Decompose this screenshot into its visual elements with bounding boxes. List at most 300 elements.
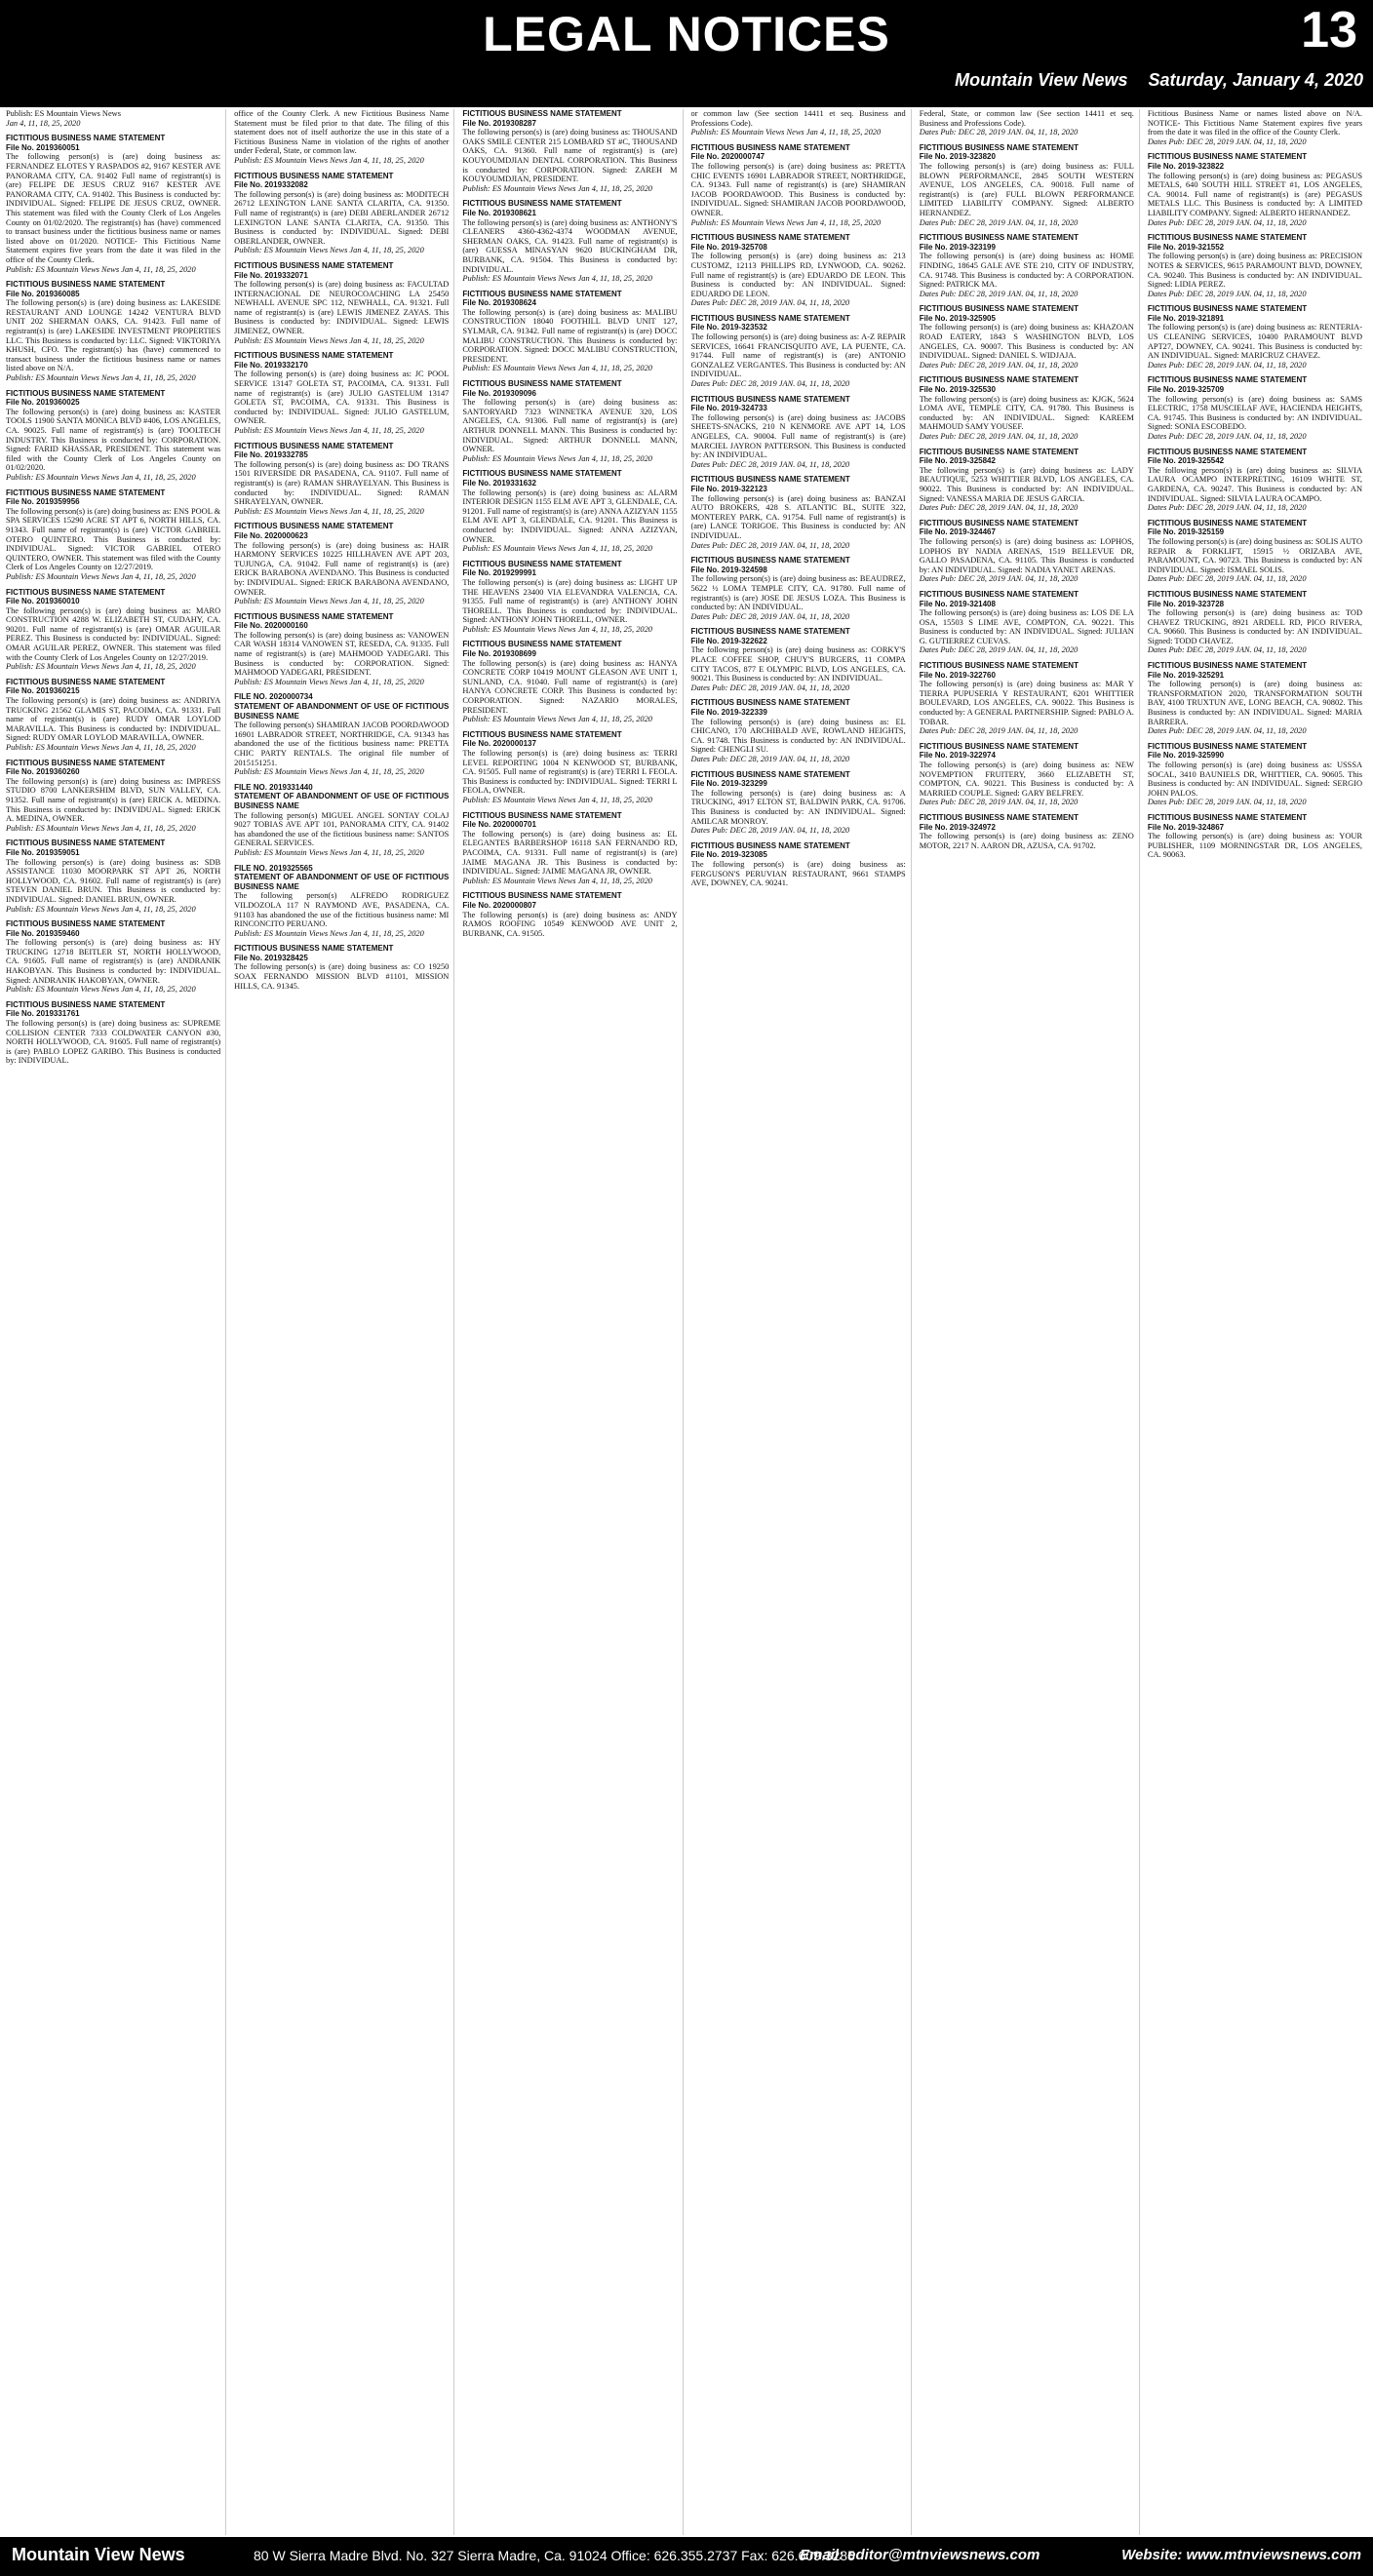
notice-file-number: File No. 2020000701 [462, 820, 536, 830]
legal-notice [234, 351, 449, 435]
notice-title: FICTITIOUS BUSINESS NAME STATEMENT [690, 394, 850, 404]
notice-file-number: File No. 2019-323085 [690, 850, 767, 860]
notice-publication-dates: Dates Pub: DEC 28, 2019 JAN. 04, 11, 18, 2020 [1147, 137, 1307, 146]
notice-publication-dates: Publish: ES Mountain Views News Jan 4, 11, 18, 25, 2020 [462, 715, 652, 724]
notice-file-number: File No. 2019-324467 [919, 527, 996, 537]
notice-body: The following person(s) is (are) doing business as: ENS POOL & SPA SERVICES 15290 ACRE ST APT 6, NORTH HILLS, CA. 91343. Full name of registrant(s) is (are) VICTOR GABRIEL OTERO QUINTERO. This Business is conducted by: INDIVIDUAL. Signed: VICTOR GABRIEL OTERO QUINTERO, OWNER. This statement was filed with the County Clerk of Los Angeles County on 12/27/2019. [6, 506, 221, 572]
notice-body: Publish: ES Mountain Views News [6, 109, 121, 118]
notice-title: FICTITIOUS BUSINESS NAME STATEMENT [234, 611, 394, 621]
issue-date: Saturday, January 4, 2020 [1148, 70, 1363, 90]
legal-notice [1148, 233, 1362, 298]
notice-file-number: File No. 2019-323532 [690, 323, 767, 332]
notice-publication-dates: Publish: ES Mountain Views News Jan 4, 11, 18, 25, 2020 [462, 876, 652, 885]
notice-title: FICTITIOUS BUSINESS NAME STATEMENT [690, 556, 850, 566]
notice-publication-dates: Publish: ES Mountain Views News Jan 4, 11, 18, 25, 2020 [234, 506, 424, 516]
notice-publication-dates: Dates Pub: DEC 28, 2019 JAN. 04, 11, 18, 2020 [690, 540, 850, 550]
legal-notice [6, 1000, 220, 1066]
legal-notice [920, 109, 1134, 137]
notice-file-number: File No. 2019-325291 [1147, 670, 1225, 680]
notice-title: FICTITIOUS BUSINESS NAME STATEMENT [462, 729, 622, 739]
notice-title: FICTITIOUS BUSINESS NAME STATEMENT [690, 840, 850, 850]
legal-notice [920, 519, 1134, 584]
notice-column [691, 109, 912, 2535]
legal-notice [1148, 448, 1362, 513]
header-subline [0, 70, 1363, 91]
notice-title: FICTITIOUS BUSINESS NAME STATEMENT [462, 289, 622, 298]
notice-file-number: File No. 2019360260 [6, 767, 80, 777]
notice-publication-dates: Publish: ES Mountain Views News Jan 4, 11, 18, 25, 2020 [6, 904, 196, 914]
legal-notice [920, 375, 1134, 441]
notice-publication-dates: Dates Pub: DEC 28, 2019 JAN. 04, 11, 18, 2020 [690, 379, 850, 389]
notice-file-number: File No. 2019-322339 [690, 708, 767, 718]
notice-file-number: File No. 2019332082 [234, 180, 308, 190]
notice-title: FICTITIOUS BUSINESS NAME STATEMENT [6, 587, 166, 597]
notice-file-number: File No. 2020000623 [234, 530, 308, 540]
notice-body: The following person(s) is (are) doing business as: USSSA SOCAL, 3410 BAUNIELS DR, WHITTIER, CA. 90605. This Business is conducted by: AN INDIVIDUAL. Signed: SERGIO JOHN PALOS. [1147, 761, 1363, 798]
notice-body: The following person(s) is (are) doing business as: LAKESIDE RESTAURANT AND LOUNGE 14242 VENTURA BLVD UNIT 202 SHERMAN OAKS, CA. 91423. Full name of registrant(s) is (are) LAKESIDE INVESTMENT PROPERTIES LLC. This Business is conducted by: LLC. Signed: VIKTORIYA KHUSH, CFO. The registrant(s) has (have) commenced to transact business under the fictitious business name or names listed above on N/A. [6, 298, 221, 373]
notice-body: The following person(s) is (are) doing business as: HANYA CONCRETE CORP 10419 MOUNT GLEASON AVE UNIT 1, SUNLAND, CA. 91040. Full name of registrant(s) is (are) HANYA CONCRETE CORP. This Business is conducted by: CORPORATION. Signed: NAZARIO MORALES, PRESIDENT. [462, 658, 678, 715]
notice-title: FICTITIOUS BUSINESS NAME STATEMENT [6, 388, 166, 398]
legal-notice [691, 233, 906, 308]
legal-notice [462, 891, 677, 938]
notice-body: Federal, State, or common law (See section 14411 et seq. Business and Professions Code). [919, 109, 1134, 128]
notice-body: The following person(s) is (are) doing business as: IMPRESS STUDIO 8700 LANKERSHIM BLVD, SUN VALLEY, CA. 91352. Full name of registrant(s) is (are) ERICK A. MEDINA. This Business is conducted by: INDIVIDUAL. Signed: ERICK A. MEDINA, OWNER. [6, 776, 221, 824]
notice-publication-dates: Publish: ES Mountain Views News Jan 4, 11, 18, 25, 2020 [6, 743, 196, 752]
legal-notice [462, 290, 677, 373]
notice-body: The following person(s) is (are) doing business as: ANDY RAMOS ROOFING 10549 KENWOOD AVE UNIT 2, BURBANK, CA. 91505. [462, 910, 678, 938]
notice-title: FICTITIOUS BUSINESS NAME STATEMENT [462, 469, 622, 479]
notice-publication-dates: Dates Pub: DEC 28, 2019 JAN. 04, 11, 18, 2020 [919, 432, 1079, 441]
notice-body: The following person(s) is (are) doing business as: SDB ASSISTANCE 11030 MOORPARK ST APT 26, NORTH HOLLYWOOD, CA. 91602. Full name of registrant(s) is (are) STEVEN DANIEL BRUN. This Business is conducted by: INDIVIDUAL. Signed: DANIEL BRUN, OWNER. [6, 857, 221, 904]
legal-notice [234, 172, 449, 255]
notice-body: The following person(s) is (are) doing business as: PRETTA CHIC EVENTS 16901 LABRADOR STREET, NORTHRIDGE, CA. 91343. Full name of registrant(s) is (are) SHAMIRAN JACOB POORDAWOOD. This Business is conducted by: INDIVIDUAL. Signed: SHAMIRAN JACOB POORDAWOOD, OWNER. [690, 161, 906, 217]
notice-title: FICTITIOUS BUSINESS NAME STATEMENT [919, 812, 1079, 822]
notice-file-number: File No. 2019308621 [462, 208, 536, 217]
notice-title: FICTITIOUS BUSINESS NAME STATEMENT [1147, 518, 1308, 527]
notice-file-number: File No. 2019-325159 [1147, 527, 1225, 537]
notice-publication-dates: Publish: ES Mountain Views News Jan 4, 11, 18, 25, 2020 [462, 795, 652, 804]
legal-notice [1148, 661, 1362, 736]
notice-body: The following person(s) is (are) doing business as: PRECISION NOTES & SERVICES, 9615 PARAMOUNT BLVD, DOWNEY, CA. 90240. This Business is conducted by: AN INDIVIDUAL. Signed: LIDIA PEREZ. [1147, 252, 1363, 290]
notice-body: The following person(s) is (are) doing business as: FERNANDEZ ELOTES Y RASPADOS #2, 9167 KESTER AVE PANORAMA CITY, CA. 91402 Full name of registrant(s) is (are) FELIPE DE JESUS CRUZ 9167 KESTER AVE PANORAMA CITY, CA. 91402. This Business is conducted by: INDIVIDUAL. Signed: FELIPE DE JESUS CRUZ, OWNER. This statement was filed with the County Clerk of Los Angeles County on 01/02/2020. The registrant(s) has (have) commenced to transact business under the fictitious business name or names listed above on 01/2020. NOTICE- This Fictitious Name Statement expires five years from the date it was filed in the office of the County Clerk. [6, 152, 221, 264]
notice-column [1148, 109, 1367, 2535]
footer-address: 80 W Sierra Madre Blvd. No. 327 Sierra Madre, Ca. 91024 Office: 626.355.2737 Fax: 626.609.3285 [254, 2548, 855, 2563]
notice-title: FICTITIOUS BUSINESS NAME STATEMENT [462, 109, 622, 118]
notice-publication-dates: Publish: ES Mountain Views News Jan 4, 11, 18, 25, 2020 [234, 847, 424, 857]
legal-notice [1148, 152, 1362, 227]
notice-body: Fictitious Business Name or names listed above on N/A. NOTICE- This Fictitious Name Statement expires five years from the date it was filed in the office of the County Clerk. [1147, 109, 1363, 137]
notice-publication-dates: Dates Pub: DEC 28, 2019 JAN. 04, 11, 18, 2020 [1147, 503, 1307, 513]
notice-publication-dates: Dates Pub: DEC 28, 2019 JAN. 04, 11, 18, 2020 [919, 360, 1079, 370]
legal-notice [6, 389, 220, 483]
legal-notice [691, 698, 906, 763]
notice-body: The following person(s) is (are) doing business as: SOLIS AUTO REPAIR & FORKLIFT, 15915 ½ ORIZABA AVE, PARAMOUNT, CA. 90723. This Business is conducted by: AN INDIVIDUAL. Signed: ISMAEL SOLIS. [1147, 536, 1363, 574]
notice-body: The following person(s) ALFREDO RODRIGUEZ VILDOZOLA 117 N RAYMOND AVE, PASADENA, CA. 91103 has abandoned the use of the fictitious business name: MI RINCONCITO PERUANO. [234, 891, 450, 929]
notice-file-number: File No. 2019360215 [6, 686, 80, 696]
legal-notice [920, 448, 1134, 513]
notice-file-number: File No. 2019360085 [6, 289, 80, 298]
notice-publication-dates: Dates Pub: DEC 28, 2019 JAN. 04, 11, 18, 2020 [919, 726, 1079, 736]
notice-title: FICTITIOUS BUSINESS NAME STATEMENT [234, 441, 394, 450]
notice-file-number: File No. 2019-322974 [919, 751, 996, 761]
notice-publication-dates: Dates Pub: DEC 28, 2019 JAN. 04, 11, 18, 2020 [1147, 360, 1307, 370]
notice-title: FICTITIOUS BUSINESS NAME STATEMENT [1147, 304, 1308, 314]
notice-publication-dates: Dates Pub: DEC 28, 2019 JAN. 04, 11, 18, 2020 [919, 217, 1079, 227]
notice-title: FICTITIOUS BUSINESS NAME STATEMENT [690, 769, 850, 779]
notice-body: The following person(s) is (are) doing business as: CORKY'S PLACE COFFEE SHOP, CHUY'S BURGERS, 11 COMPA CITY TACOS, 877 E OLYMPIC BLVD, LOS ANGELES, CA. 90021. This Business is conducted by: AN INDIVIDUAL. [690, 645, 906, 683]
notice-title: FICTITIOUS BUSINESS NAME STATEMENT [919, 661, 1079, 671]
legal-notice [691, 395, 906, 470]
notice-column [462, 109, 683, 2535]
notice-file-number: File No. 2019-323728 [1147, 599, 1225, 608]
notice-publication-dates: Dates Pub: DEC 28, 2019 JAN. 04, 11, 18, 2020 [690, 298, 850, 308]
notice-title: FICTITIOUS BUSINESS NAME STATEMENT [462, 810, 622, 820]
notice-publication-dates: Publish: ES Mountain Views News Jan 4, 11, 18, 25, 2020 [462, 624, 652, 634]
notice-body: The following person(s) is (are) doing business as: LADY BEAUTIQUE, 5253 WHITTIER BLVD, LOS ANGELES, CA. 90022. This Business is conducted by: AN INDIVIDUAL. Signed: VANESSA MARIA DE JESUS GARCIA. [919, 465, 1134, 503]
notice-publication-dates: Dates Pub: DEC 28, 2019 JAN. 04, 11, 18, 2020 [1147, 798, 1307, 807]
notice-file-number: File No. 2019-325905 [919, 313, 996, 323]
notice-file-number: File No. 2019-324598 [690, 565, 767, 574]
legal-notice [462, 199, 677, 283]
notice-body: The following person(s) is (are) doing business as: JC POOL SERVICE 13147 GOLETA ST, PACOIMA, CA. 91331. Full name of registrant(s) is (are) JULIO GASTELUM 13147 GOLETA ST, PACOIMA, CA. 91331. This Business is conducted by: INDIVIDUAL. Signed: JULIO GASTELUM, OWNER. [234, 370, 450, 426]
notice-file-number: File No. 2019308624 [462, 298, 536, 308]
notice-publication-dates: Dates Pub: DEC 28, 2019 JAN. 04, 11, 18, 2020 [919, 798, 1079, 807]
notice-body: office of the County Clerk. A new Fictitious Business Name Statement must be filed prior to that date. The filing of this statement does not of itself authorize the use in this state of a Fictitious Business Name in violation of the rights of another under Federal, State, or common law. [234, 109, 450, 156]
notice-body: The following person(s) is (are) doing business as: MODITECH 26712 LEXINGTON LANE SANTA CLARITA, CA. 91350. Full name of registrant(s) is (are) DEBI ABERLANDER 26712 LEXINGTON LANE SANTA CLARITA, CA. 91350. This Business is conducted by: INDIVIDUAL. Signed: DEBI OBERLANDER, OWNER. [234, 189, 450, 246]
notice-body: The following person(s) is (are) doing business as: THOUSAND OAKS SMILE CENTER 215 LOMBARD ST #C, THOUSAND OAKS, CA. 91360. Full name of registrant(s) is (are) KOUYOUMDJIAN DENTAL CORPORATION. This Business is conducted by: CORPORATION. Signed: ZAREH M KOUYOUMDJIAN, PRESIDENT. [462, 128, 678, 184]
notice-file-number: File No. 2020000137 [462, 739, 536, 749]
notice-title: FICTITIOUS BUSINESS NAME STATEMENT [919, 741, 1079, 751]
notice-title: FILE NO. 2019325565 [234, 863, 313, 873]
notice-file-number: File No. 2019-324972 [919, 822, 996, 832]
notice-title: FICTITIOUS BUSINESS NAME STATEMENT [6, 488, 166, 497]
notice-title: FICTITIOUS BUSINESS NAME STATEMENT [1147, 741, 1308, 751]
legal-notice [462, 469, 677, 553]
notice-file-number: File No. 2019-321552 [1147, 242, 1225, 252]
notice-file-number: File No. 2019359051 [6, 847, 80, 857]
notice-body: The following person(s) is (are) doing business as: SUPREME COLLISION CENTER 7333 COLDWATER CANYON #30, NORTH HOLLYWOOD, CA. 91605. Full name of registrant(s) is (are) PABLO LOPEZ GARIBO. This Business is conducted by: INDIVIDUAL. [6, 1019, 221, 1066]
notice-file-number: STATEMENT OF ABANDONMENT OF USE OF FICTITIOUS BUSINESS NAME [234, 702, 450, 721]
notice-file-number: File No. 2019-323820 [919, 152, 996, 162]
notice-title: FICTITIOUS BUSINESS NAME STATEMENT [1147, 812, 1308, 822]
footer-publication-name: Mountain View News [12, 2545, 185, 2564]
notice-publication-dates: Publish: ES Mountain Views News Jan 4, 11, 18, 25, 2020 [234, 246, 424, 255]
notice-title: FICTITIOUS BUSINESS NAME STATEMENT [1147, 661, 1308, 671]
notice-title: FICTITIOUS BUSINESS NAME STATEMENT [690, 475, 850, 485]
legal-notice [462, 379, 677, 463]
notice-publication-dates: Publish: ES Mountain Views News Jan 4, 11, 18, 25, 2020 [690, 217, 882, 227]
notice-body: The following person(s) is (are) doing business as: 213 CUSTOMZ, 12113 PHILLIPS RD, LYNWOOD, CA. 90262. Full name of registrant(s) is (are) EDUARDO DE LEON. This Business is conducted by: AN INDIVIDUAL. Signed: EDUARDO DE LEON. [690, 252, 906, 298]
notice-title: FICTITIOUS BUSINESS NAME STATEMENT [919, 589, 1079, 599]
legal-notice [234, 783, 449, 858]
notice-body: The following person(s) is (are) doing business as: DO TRANS 1501 RIVERSIDE DR PASADENA, CA. 91107. Full name of registrant(s) is (are) RAMAN SHRAYELYAN. This Business is conducted by: INDIVIDUAL. Signed: RAMAN SHRAYELYAN, OWNER. [234, 459, 450, 507]
notice-publication-dates: Jan 4, 11, 18, 25, 2020 [6, 118, 81, 128]
notice-file-number: File No. 2019-325990 [1147, 751, 1225, 761]
notice-body: The following person(s) is (are) doing business as: KJGK, 5624 LOMA AVE, TEMPLE CITY, CA. 91780. This Business is conducted by: AN INDIVIDUAL. Signed: KAREEM MAHMOUD SAMY YOUSEF. [919, 394, 1134, 432]
notice-body: The following person(s) is (are) doing business as: MAR Y TIERRA PUPUSERIA Y RESTAURANT, 6201 WHITTIER BOULEVARD, LOS ANGELES, CA. 90022. This Business is conducted by: A GENERAL PARTNERSHIP. Signed: PABLO A. TOBAR. [919, 680, 1134, 726]
page-header [0, 0, 1373, 107]
notice-body: The following person(s) is (are) doing business as: ALARM INTERIOR DESIGN 1155 ELM AVE APT 3, GLENDALE, CA. 91201. Full name of registrant(s) is (are) ANNA AZIZYAN 1155 ELM AVE APT 3, GLENDALE, CA. 91201. This Business is conducted by: INDIVIDUAL. Signed: ANNA AZIZYAN, OWNER. [462, 488, 678, 544]
notice-file-number: STATEMENT OF ABANDONMENT OF USE OF FICTITIOUS BUSINESS NAME [234, 792, 450, 810]
notice-body: The following person(s) SHAMIRAN JACOB POORDAWOOD 16901 LABRADOR STREET, NORTHRIDGE, CA. 91343 has abandoned the use of the fictitious business name: PRETTA CHIC PARTY RENTALS. The original file number of 2015151251. [234, 721, 450, 767]
notice-publication-dates: Dates Pub: DEC 28, 2019 JAN. 04, 11, 18, 2020 [690, 459, 850, 469]
notice-title: FILE NO. 2019331440 [234, 782, 313, 792]
notice-publication-dates: Publish: ES Mountain Views News Jan 4, 11, 18, 25, 2020 [6, 264, 196, 274]
legal-notice [462, 560, 677, 635]
notice-publication-dates: Dates Pub: DEC 28, 2019 JAN. 04, 11, 18, 2020 [919, 503, 1079, 513]
notice-title: FILE NO. 2020000734 [234, 692, 313, 702]
legal-notice [691, 770, 906, 836]
legal-notice [462, 811, 677, 886]
notice-publication-dates: Publish: ES Mountain Views News Jan 4, 11, 18, 25, 2020 [6, 373, 196, 383]
notice-columns [6, 109, 1367, 2535]
notice-body: The following person(s) is (are) doing business as: VANOWEN CAR WASH 18314 VANOWEN ST, RESEDA, CA. 91335. Full name of registrant(s) is (are) MAHMOOD YADEGARI. This Business is conducted by: CORPORATION. Signed: MAHMOOD YADEGARI, PRESIDENT. [234, 630, 450, 678]
notice-file-number: File No. 2019-324733 [690, 404, 767, 413]
notice-column [920, 109, 1140, 2535]
notice-file-number: File No. 2019-321891 [1147, 313, 1225, 323]
notice-body: The following person(s) is (are) doing business as: MARO CONSTRUCTION 4288 W. ELIZABETH ST, CUDAHY, CA. 90201. Full name of registrant(s) is (are) OMAR AGUILAR PEREZ. This Business is conducted by: INDIVIDUAL. Signed: OMAR AGUILAR PEREZ, OWNER. This statement was filed with the County Clerk of Los Angeles County on 12/27/2019. [6, 605, 221, 662]
notice-body: The following person(s) is (are) doing business as: ANTHONY'S CLEANERS 4360-4362-4374 WOODMAN AVENUE, SHERMAN OAKS, CA. 91423. Full name of registrant(s) is (are) GUESSA MINASYAN 9620 BUCKINGHAM DR, BURBANK, CA. 91504. This Business is conducted by: INDIVIDUAL. [462, 217, 678, 274]
legal-notice [6, 839, 220, 914]
notice-body: The following person(s) is (are) doing business as: ANDRIYA TRUCKING 21562 GLAMIS ST, PACOIMA, CA. 91331. Full name of registrant(s) is (are) RUDY OMAR LOYLOD MARAVILLA. This Business is conducted by: INDIVIDUAL. Signed: RUDY OMAR LOYLOD MARAVILLA, OWNER. [6, 696, 221, 743]
notice-publication-dates: Publish: ES Mountain Views News Jan 4, 11, 18, 25, 2020 [234, 335, 424, 345]
notice-title: FICTITIOUS BUSINESS NAME STATEMENT [690, 142, 850, 152]
notice-publication-dates: Dates Pub: DEC 28, 2019 JAN. 04, 11, 18, 2020 [1147, 726, 1307, 736]
notice-body: The following person(s) is (are) doing business as: FERGUSON'S PERUVIAN RESTAURANT, 9661 STAMPS AVE, DOWNEY, CA. 90241. [690, 859, 906, 888]
notice-column [6, 109, 226, 2535]
notice-body: The following person(s) is (are) doing business as: NEW NOVEMPTION FRUITERY, 3660 ELIZABETH ST, COMPTON, CA. 90221. This Business is conducted by: A MARRIED COUPLE. Signed: GARY BELFREY. [919, 761, 1134, 798]
notice-file-number: File No. 2019359956 [6, 497, 80, 507]
legal-notice [920, 233, 1134, 298]
legal-notice [920, 742, 1134, 807]
legal-notice [234, 944, 449, 991]
notice-publication-dates: Dates Pub: DEC 28, 2019 JAN. 04, 11, 18, 2020 [690, 611, 850, 621]
notice-publication-dates: Dates Pub: DEC 28, 2019 JAN. 04, 11, 18, 2020 [919, 289, 1079, 298]
notice-title: FICTITIOUS BUSINESS NAME STATEMENT [462, 559, 622, 568]
legal-notice [462, 109, 677, 193]
notice-title: FICTITIOUS BUSINESS NAME STATEMENT [234, 944, 394, 954]
notice-title: FICTITIOUS BUSINESS NAME STATEMENT [919, 375, 1079, 385]
legal-notice [691, 109, 906, 137]
notice-publication-dates: Publish: ES Mountain Views News Jan 4, 11, 18, 25, 2020 [6, 985, 196, 995]
legal-notice [6, 919, 220, 995]
notice-body: The following person(s) is (are) doing business as: TERRI LEVEL REPORTING 1004 N KENWOOD ST, BURBANK, CA. 91505. Full name of registrant(s) is (are) TERRI L FEOLA. This Business is conducted by: INDIVIDUAL. Signed: TERRI L FEOLA, OWNER. [462, 749, 678, 796]
notice-publication-dates: Publish: ES Mountain Views News Jan 4, 11, 18, 25, 2020 [462, 364, 652, 373]
notice-publication-dates: Publish: ES Mountain Views News Jan 4, 11, 18, 25, 2020 [462, 274, 652, 284]
notice-title: FICTITIOUS BUSINESS NAME STATEMENT [1147, 447, 1308, 456]
notice-publication-dates: Publish: ES Mountain Views News Jan 4, 11, 18, 25, 2020 [690, 128, 882, 137]
notice-title: FICTITIOUS BUSINESS NAME STATEMENT [690, 627, 850, 637]
notice-body: or common law (See section 14411 et seq. Business and Professions Code). [690, 109, 906, 128]
notice-body: The following person(s) is (are) doing business as: PEGASUS METALS, 640 SOUTH HILL STREET #1, LOS ANGELES, CA. 90014. Full name of registrant(s) is (are) PEGASUS METALS LLC. This Business is conducted by: A LIMITED LIABILITY COMPANY. Signed: ALBERTO HERNANDEZ. [1147, 171, 1363, 217]
legal-notice [6, 488, 220, 582]
notice-title: FICTITIOUS BUSINESS NAME STATEMENT [234, 171, 394, 180]
notice-publication-dates: Publish: ES Mountain Views News Jan 4, 11, 18, 25, 2020 [234, 928, 424, 938]
legal-notice [6, 678, 220, 753]
notice-publication-dates: Dates Pub: DEC 28, 2019 JAN. 04, 11, 18, 2020 [1147, 645, 1307, 655]
notice-file-number: File No. 2019308699 [462, 649, 536, 659]
notice-body: The following person(s) is (are) doing business as: FULL BLOWN PERFORMANCE, 2845 SOUTH WESTERN AVENUE, LOS ANGELES, CA. 90018. Full name of registrant(s) is (are) FULL BLOWN PERFORMANCE LIMITED LIABILITY COMPANY. Signed: ALBERTO HERNANDEZ. [919, 161, 1134, 217]
notice-publication-dates: Publish: ES Mountain Views News Jan 4, 11, 18, 25, 2020 [234, 677, 424, 686]
notice-publication-dates: Publish: ES Mountain Views News Jan 4, 11, 18, 25, 2020 [234, 155, 424, 165]
notice-title: FICTITIOUS BUSINESS NAME STATEMENT [462, 891, 622, 901]
notice-file-number: File No. 2019-323299 [690, 779, 767, 789]
page-number: 13 [1301, 2, 1357, 59]
notice-file-number: File No. 2019-325708 [690, 242, 767, 252]
notice-title: FICTITIOUS BUSINESS NAME STATEMENT [919, 304, 1079, 314]
footer-email[interactable]: Email: editor@mtnviewsnews.com [800, 2547, 1040, 2563]
notice-file-number: File No. 2019331761 [6, 1009, 80, 1019]
notice-publication-dates: Dates Pub: DEC 28, 2019 JAN. 04, 11, 18, 2020 [1147, 574, 1307, 584]
notice-body: The following person(s) is (are) doing business as: ZENO MOTOR, 2217 N. AARON DR, AZUSA, CA. 91702. [919, 832, 1134, 850]
notice-file-number: File No. 2019-322760 [919, 670, 996, 680]
notice-title: FICTITIOUS BUSINESS NAME STATEMENT [6, 280, 166, 290]
legal-notice [462, 730, 677, 805]
notice-body: The following person(s) is (are) doing business as: KASTER TOOLS 11900 SANTA MONICA BLVD #406, LOS ANGELES, CA. 90025. Full name of registrant(s) is (are) TOOLTECH INDUSTRY. This Business is conducted by: CORPORATION. Signed: FARID KHASSAR, PRESIDENT. This statement was filed with the County Clerk of Los Angeles County on 01/02/2020. [6, 407, 221, 473]
notice-publication-dates: Publish: ES Mountain Views News Jan 4, 11, 18, 25, 2020 [6, 823, 196, 833]
notice-body: The following person(s) is (are) doing business as: HY TRUCKING 12718 BEITLER ST, NORTH HOLLYWOOD, CA. 91605. Full name of registrant(s) is (are) ANDRANIK HAKOBYAN. This Business is conducted by: INDIVIDUAL. Signed: ANDRANIK HAKOBYAN, OWNER. [6, 938, 221, 985]
legal-notice [1148, 109, 1362, 146]
notice-file-number: File No. 2019360025 [6, 398, 80, 408]
publication-name: Mountain View News [955, 70, 1128, 90]
legal-notice [1148, 742, 1362, 807]
notice-publication-dates: Publish: ES Mountain Views News Jan 4, 11, 18, 25, 2020 [462, 544, 652, 554]
legal-notice [920, 590, 1134, 655]
notice-publication-dates: Publish: ES Mountain Views News Jan 4, 11, 18, 25, 2020 [6, 571, 196, 581]
notice-body: The following person(s) is (are) doing business as: MALIBU CONSTRUCTION 18040 FOOTHILL BLVD UNIT 127, SYLMAR, CA. 91342. Full name of registrant(s) is (are) DOCC MALIBU CONSTRUCTION. This Business is conducted by: CORPORATION. Signed: DOCC MALIBU CONSTRUCTION, PRESIDENT. [462, 307, 678, 364]
page-footer [0, 2537, 1373, 2576]
notice-body: The following person(s) is (are) doing business as: SAMS ELECTRIC, 1758 MUSCIELAF AVE, HACIENDA HEIGHTS, CA. 91745. This Business is conducted by: AN INDIVIDUAL. Signed: SONIA ESCOBEDO. [1147, 394, 1363, 432]
notice-title: FICTITIOUS BUSINESS NAME STATEMENT [919, 233, 1079, 243]
legal-notice [234, 522, 449, 605]
legal-notice [1148, 304, 1362, 370]
notice-body: The following person(s) is (are) doing business as: A TRUCKING, 4917 ELTON ST, BALDWIN PARK, CA. 91706. This Business is conducted by: AN INDIVIDUAL. Signed: AMILCAR MONROY. [690, 788, 906, 826]
notice-title: FICTITIOUS BUSINESS NAME STATEMENT [462, 379, 622, 389]
legal-notice [691, 314, 906, 389]
notice-body: The following person(s) is (are) doing business as: LOS DE LA OSA, 15503 S LIME AVE, COMPTON, CA. 90221. This Business is conducted by: AN INDIVIDUAL. Signed: JULIAN G. GUTIERREZ CUEVAS. [919, 608, 1134, 645]
legal-notice [6, 109, 220, 128]
legal-notice [1148, 375, 1362, 441]
legal-notice [920, 304, 1134, 370]
notice-title: FICTITIOUS BUSINESS NAME STATEMENT [690, 698, 850, 708]
notice-title: FICTITIOUS BUSINESS NAME STATEMENT [6, 839, 166, 848]
notice-file-number: File No. 2019332785 [234, 450, 308, 460]
notice-title: FICTITIOUS BUSINESS NAME STATEMENT [690, 233, 850, 243]
notice-body: The following person(s) MIGUEL ANGEL SONTAY COLAJ 9027 TOBIAS AVE APT 101, PANORAMA CITY, CA. 91402 has abandoned the use of the fictitious business name: SANTOS GENERAL SERVICES. [234, 810, 450, 848]
notice-file-number: File No. 2019360010 [6, 597, 80, 606]
legal-notice [1148, 519, 1362, 584]
legal-notice [691, 627, 906, 692]
notice-body: The following person(s) is (are) doing business as: LOPHOS, LOPHOS BY NADIA ARENAS, 1519 BELLEVUE DR, GALLO PASADENA, CA. 91105. This Business is conducted by: AN INDIVIDUAL. Signed: NADIA YANET ARENAS. [919, 536, 1134, 574]
notice-body: The following person(s) is (are) doing business as: KHAZOAN ROAD EATERY, 1843 S WASHINGTON BLVD, LOS ANGELES, CA. 90007. This Business is conducted by: AN INDIVIDUAL. Signed: DANIEL S. WIDJAJA. [919, 323, 1134, 361]
legal-notice [6, 280, 220, 383]
legal-notice [234, 612, 449, 687]
notice-body: The following person(s) is (are) doing business as: HOME FINDING, 18645 GALE AVE STE 210, CITY OF INDUSTRY, CA. 91748. This Business is conducted by: A CORPORATION. Signed: PATRICK MA. [919, 252, 1134, 290]
notice-title: FICTITIOUS BUSINESS NAME STATEMENT [6, 919, 166, 929]
notice-publication-dates: Publish: ES Mountain Views News Jan 4, 11, 18, 25, 2020 [234, 767, 424, 777]
notice-file-number: File No. 2019309096 [462, 388, 536, 398]
notice-file-number: File No. 2019328425 [234, 953, 308, 962]
notice-file-number: File No. 2019-322123 [690, 484, 767, 493]
notice-file-number: File No. 2019-325842 [919, 456, 996, 466]
notice-title: FICTITIOUS BUSINESS NAME STATEMENT [1147, 375, 1308, 385]
notice-body: The following person(s) is (are) doing business as: SILVIA LAURA OCAMPO INTERPRETING, 16109 WHITE ST, GARDENA, CA. 90247. This Business is conducted by: AN INDIVIDUAL. Signed: SILVIA LAURA OCAMPO. [1147, 465, 1363, 503]
notice-title: FICTITIOUS BUSINESS NAME STATEMENT [919, 518, 1079, 527]
notice-body: The following person(s) is (are) doing business as: RENTERIA-US CLEANING SERVICES, 10400 PARAMOUNT BLVD APT27, DOWNEY, CA. 90241. This Business is conducted by: AN INDIVIDUAL. Signed: MARICRUZ CHAVEZ. [1147, 323, 1363, 361]
notice-title: FICTITIOUS BUSINESS NAME STATEMENT [690, 313, 850, 323]
notice-title: FICTITIOUS BUSINESS NAME STATEMENT [919, 447, 1079, 456]
notice-file-number: File No. 2019-325542 [1147, 456, 1225, 466]
legal-notice [1148, 813, 1362, 860]
notice-body: The following person(s) is (are) doing business as: FACULTAD INTERNACIONAL DE NEUROCOACHING LA 25450 NEWHALL AVENUE SPC 112, NEWHALL, CA. 91321. Full name of registrant(s) is (are) LEWIS JIMENEZ ZAYAS. This Business is conducted by: INDIVIDUAL. Signed: LEWIS JIMENEZ, OWNER. [234, 280, 450, 336]
notice-file-number: File No. 2019332170 [234, 360, 308, 370]
notice-file-number: File No. 2019359460 [6, 928, 80, 938]
notice-file-number: File No. 2019-325709 [1147, 385, 1225, 395]
section-title: LEGAL NOTICES [483, 7, 890, 61]
notice-title: FICTITIOUS BUSINESS NAME STATEMENT [234, 522, 394, 531]
notice-file-number: STATEMENT OF ABANDONMENT OF USE OF FICTITIOUS BUSINESS NAME [234, 873, 450, 891]
notice-title: FICTITIOUS BUSINESS NAME STATEMENT [462, 640, 622, 649]
notice-publication-dates: Publish: ES Mountain Views News Jan 4, 11, 18, 25, 2020 [462, 183, 652, 193]
notice-publication-dates: Dates Pub: DEC 28, 2019 JAN. 04, 11, 18, 2020 [1147, 432, 1307, 441]
notice-file-number: File No. 2019-324867 [1147, 822, 1225, 832]
notice-file-number: File No. 2019-322622 [690, 636, 767, 645]
footer-website[interactable]: Website: www.mtnviewsnews.com [1121, 2547, 1361, 2563]
notice-file-number: File No. 2019332071 [234, 270, 308, 280]
legal-notice [6, 588, 220, 672]
notice-body: The following person(s) is (are) doing business as: BANZAI AUTO BROKERS, 428 S. ATLANTIC BL, SUITE 322, MONTEREY PARK, CA. 91754. Full name of registrant(s) is (are) LANCE TORIGOE. This Business is conducted by: AN INDIVIDUAL. [690, 493, 906, 540]
notice-file-number: File No. 2019331632 [462, 478, 536, 488]
notice-file-number: File No. 2020000160 [234, 621, 308, 631]
legal-notice [234, 261, 449, 345]
notice-title: FICTITIOUS BUSINESS NAME STATEMENT [234, 351, 394, 361]
legal-notice [691, 841, 906, 888]
notice-title: FICTITIOUS BUSINESS NAME STATEMENT [1147, 233, 1308, 243]
notice-body: The following person(s) is (are) doing business as: EL ELEGANTES BARBERSHOP 16118 SAN FERNANDO RD, PACOIMA, CA. 91331. Full name of registrant(s) is (are) JAIME MAGANA JR. This Business is conducted by: INDIVIDUAL. Signed: JAIME MAGANA JR, OWNER. [462, 829, 678, 877]
notice-publication-dates: Dates Pub: DEC 28, 2019 JAN. 04, 11, 18, 2020 [1147, 217, 1307, 227]
legal-notice [462, 640, 677, 723]
legal-notice [6, 134, 220, 274]
notice-title: FICTITIOUS BUSINESS NAME STATEMENT [6, 758, 166, 767]
legal-notice [920, 813, 1134, 850]
notice-publication-dates: Publish: ES Mountain Views News Jan 4, 11, 18, 25, 2020 [6, 662, 196, 672]
notice-publication-dates: Publish: ES Mountain Views News Jan 4, 11, 18, 25, 2020 [462, 453, 652, 463]
notice-body: The following person(s) is (are) doing business as: SANTORYARD 7323 WINNETKA AVENUE 320, LOS ANGELES, CA. 91306. Full name of registrant(s) is (are) ARTHUR DONNELL MANN. This Business is conducted by: INDIVIDUAL. Signed: ARTHUR DONNELL MANN, OWNER. [462, 398, 678, 454]
notice-publication-dates: Dates Pub: DEC 28, 2019 JAN. 04, 11, 18, 2020 [919, 128, 1079, 137]
notice-title: FICTITIOUS BUSINESS NAME STATEMENT [6, 677, 166, 686]
notice-publication-dates: Publish: ES Mountain Views News Jan 4, 11, 18, 25, 2020 [234, 426, 424, 435]
legal-notice [1148, 590, 1362, 655]
notice-file-number: File No. 2019308287 [462, 118, 536, 128]
notice-body: The following person(s) is (are) doing business as: JACOBS SHEETS-SNACKS, 210 N KENMORE AVE APT 14, LOS ANGELES, CA. 90004. Full name of registrant(s) is (are) MARCIEL JAYRON PATTERSON. This Business is conducted by: AN INDIVIDUAL. [690, 412, 906, 460]
notice-publication-dates: Dates Pub: DEC 28, 2019 JAN. 04, 11, 18, 2020 [1147, 289, 1307, 298]
notice-file-number: File No. 2019299991 [462, 568, 536, 578]
notice-title: FICTITIOUS BUSINESS NAME STATEMENT [234, 260, 394, 270]
notice-body: The following person(s) is (are) doing business as: CO 19250 SOAX FERNANDO MISSION BLVD #1101, MISSION HILLS, CA. 91345. [234, 962, 450, 991]
notice-file-number: File No. 2019-321408 [919, 599, 996, 608]
legal-notice [920, 143, 1134, 227]
legal-notice [234, 692, 449, 776]
notice-file-number: File No. 2020000807 [462, 900, 536, 910]
legal-notice [234, 864, 449, 939]
notice-title: FICTITIOUS BUSINESS NAME STATEMENT [462, 199, 622, 209]
notice-body: The following person(s) is (are) doing business as: EL CHICANO, 170 ARCHIBALD AVE, ROWLAND HEIGHTS, CA. 91748. This Business is conducted by: AN INDIVIDUAL. Signed: CHENGLI SU. [690, 717, 906, 755]
notice-file-number: File No. 2020000747 [690, 152, 765, 162]
notice-body: The following person(s) is (are) doing business as: A-Z REPAIR SERVICES, 16641 FRANCISQUITO AVE, LA PUENTE, CA. 91744. Full name of registrant(s) is (are) ANTONIO GONZALEZ VERGANTES. This Business is conducted by: AN INDIVIDUAL. [690, 332, 906, 379]
legal-notice [6, 759, 220, 834]
notice-file-number: File No. 2019-323199 [919, 242, 996, 252]
notice-publication-dates: Dates Pub: DEC 28, 2019 JAN. 04, 11, 18, 2020 [690, 683, 850, 692]
